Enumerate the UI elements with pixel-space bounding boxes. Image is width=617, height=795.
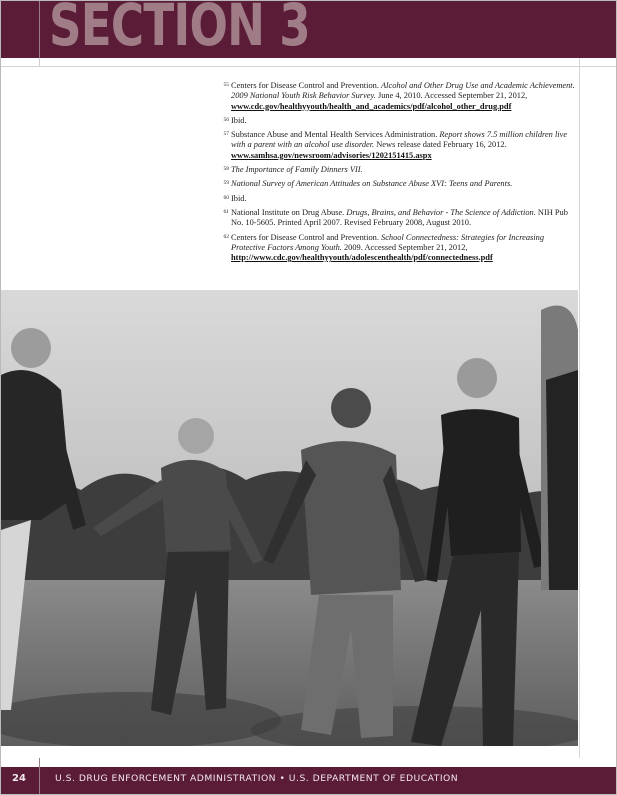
endnote xyxy=(218,116,580,126)
endnote xyxy=(218,233,580,264)
page-number: 24 xyxy=(12,773,26,784)
endnote-number: 59 xyxy=(223,180,229,187)
endnote-text: Centers for Disease Control and Prevention. School Connectedness: Strategies for Increasing Protective Factors Among Youth. 2009. Accessed September 21, 2012, http://www.cdc.gov/healthyyouth/adolescenthealth/pdf/connectedness.pdf xyxy=(231,233,580,264)
endnote xyxy=(218,81,580,112)
endnote xyxy=(218,208,580,229)
section-title: SECTION 3 xyxy=(49,0,310,59)
endnote-number: 58 xyxy=(223,166,229,173)
endnote-number: 61 xyxy=(223,208,229,215)
endnote-number: 55 xyxy=(223,82,229,88)
group-holding-hands-photo xyxy=(1,290,578,746)
footer-agency-text: U.S. DRUG ENFORCEMENT ADMINISTRATION • U.S. DEPARTMENT OF EDUCATION xyxy=(55,773,459,784)
endnote-text: Substance Abuse and Mental Health Services Administration. Report shows 7.5 million children live with a parent with an alcohol use disorder. News release dated February 16, 2012. www.samhsa.gov/newsroom/advisories/1202151415.aspx xyxy=(231,130,580,161)
endnote-link[interactable]: http://www.cdc.gov/healthyyouth/adolescenthealth/pdf/connectedness.pdf xyxy=(231,253,493,263)
endnote xyxy=(218,130,580,161)
endnote xyxy=(218,165,580,175)
endnote-text: Centers for Disease Control and Prevention. Alcohol and Other Drug Use and Academic Achievement. 2009 National Youth Risk Behavior Survey. June 4, 2010. Accessed September 21, 2012, www.cdc.gov/healthyyouth/health_and_academics/pdf/alcohol_other_drug.pdf xyxy=(231,81,580,112)
endnotes-list xyxy=(218,81,580,267)
endnote-number: 60 xyxy=(223,194,229,201)
endnote-link[interactable]: www.cdc.gov/healthyyouth/health_and_academics/pdf/alcohol_other_drug.pdf xyxy=(231,101,512,111)
endnote-text: National Institute on Drug Abuse. Drugs, Brains, and Behavior - The Science of Addiction. NIH Pub No. 10-5605. Printed April 2007. Revised February 2008, August 2010. xyxy=(231,207,568,228)
endnote-text: Ibid. xyxy=(231,115,247,125)
endnote-number: 62 xyxy=(223,233,229,240)
endnote xyxy=(218,194,580,204)
footer-divider xyxy=(39,758,40,794)
endnote-number: 56 xyxy=(223,116,229,123)
endnote-number: 57 xyxy=(223,131,229,138)
header-rule-line xyxy=(1,66,616,67)
person-far-right xyxy=(541,306,578,591)
endnote-text: The Importance of Family Dinners VII. xyxy=(231,165,363,175)
endnote-link[interactable]: www.samhsa.gov/newsroom/advisories/1202151415.aspx xyxy=(231,150,432,160)
endnote-text: Ibid. xyxy=(231,193,247,203)
header-divider xyxy=(39,1,40,65)
endnote xyxy=(218,179,580,189)
endnote-text: National Survey of American Attitudes on Substance Abuse XVI: Teens and Parents. xyxy=(231,179,513,189)
